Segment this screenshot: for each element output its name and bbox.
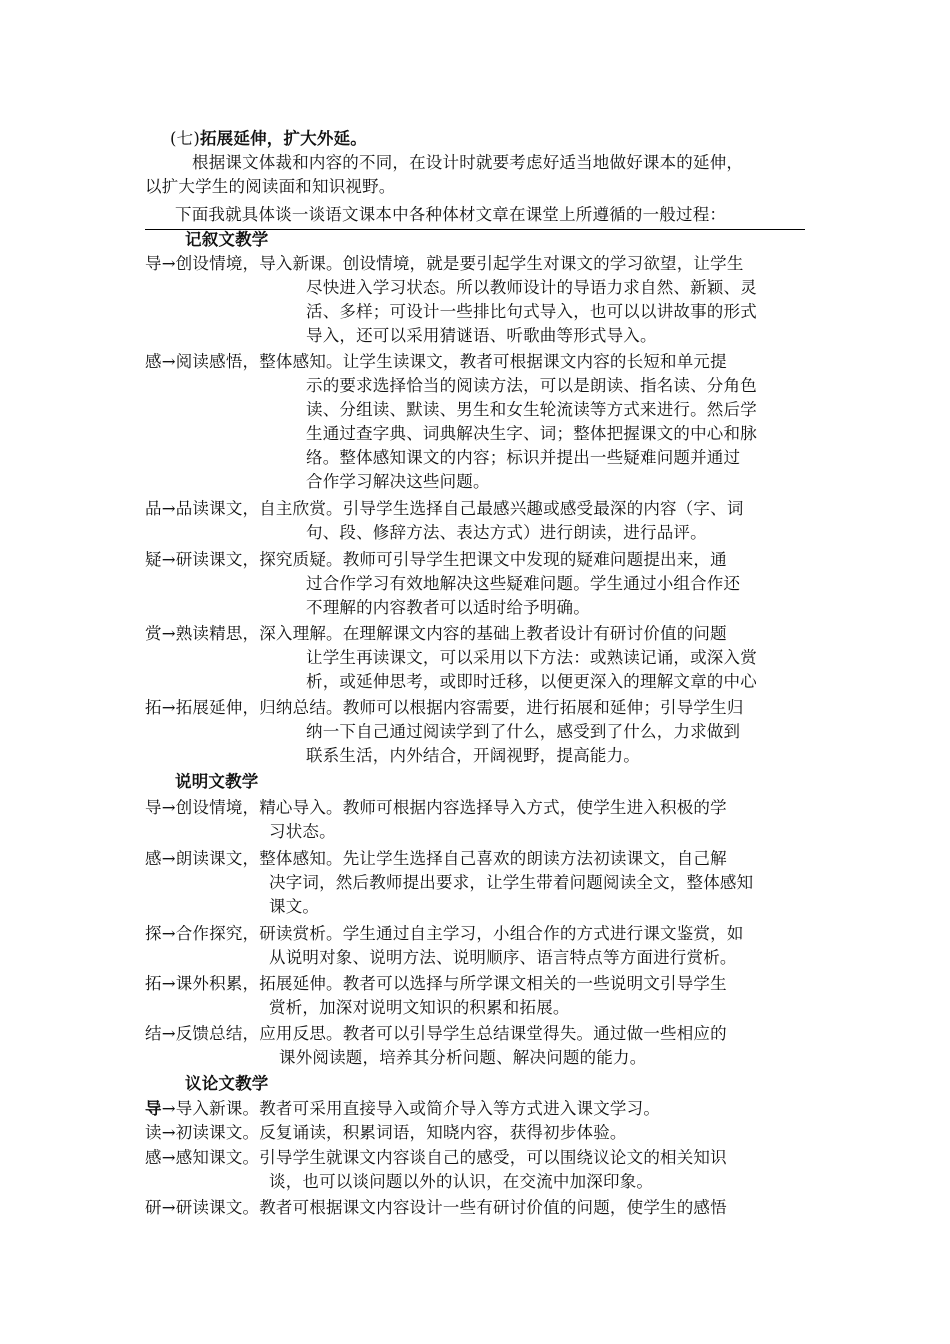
step-lead-char: 导 xyxy=(145,1099,162,1118)
step-line: 读→初读课文。反复诵读，积累词语，知晓内容，获得初步体验。 xyxy=(145,1123,627,1142)
step-line: 习状态。 xyxy=(269,822,336,841)
step-line: 析，或延伸思考，或即时迁移，以便更深入的理解文章的中心 xyxy=(306,672,757,691)
step-line: 决字词，然后教师提出要求，让学生带着问题阅读全文，整体感知 xyxy=(269,873,754,892)
step-line: 从说明对象、说明方法、说明顺序、语言特点等方面进行赏析。 xyxy=(269,948,737,967)
paragraph-line: 根据课文体裁和内容的不同，在设计时就要考虑好适当地做好课本的延伸， xyxy=(192,153,744,172)
step-line: 感→阅读感悟，整体感知。让学生读课文，教者可根据课文内容的长短和单元提 xyxy=(145,352,727,371)
step-line: 赏析，加深对说明文知识的积累和拓展。 xyxy=(269,998,570,1017)
step-line: 络。整体感知课文的内容；标识并提出一些疑难问题并通过 xyxy=(306,448,741,467)
section-heading-expository: 说明文教学 xyxy=(175,772,259,791)
step-line: 感→感知课文。引导学生就课文内容谈自己的感受，可以围绕议论文的相关知识 xyxy=(145,1148,727,1167)
step-line: 疑→研读课文，探究质疑。教师可引导学生把课文中发现的疑难问题提出来，通 xyxy=(145,550,727,569)
intro-line: 下面我就具体谈一谈语文课本中各种体材文章在课堂上所遵循的一般过程： xyxy=(175,205,727,224)
step-line: 研→研读课文。教者可根据课文内容设计一些有研讨价值的问题，使学生的感悟 xyxy=(145,1198,727,1217)
step-line: 品→品读课文，自主欣赏。引导学生选择自己最感兴趣或感受最深的内容（字、词 xyxy=(145,499,744,518)
step-line: 拓→拓展延伸，归纳总结。教师可以根据内容需要，进行拓展和延伸；引导学生归 xyxy=(145,698,744,717)
step-line: 纳一下自己通过阅读学到了什么，感受到了什么，力求做到 xyxy=(306,722,741,741)
step-line: 读、分组读、默读、男生和女生轮流读等方式来进行。然后学 xyxy=(306,400,757,419)
step-line: 导入，还可以采用猜谜语、听歌曲等形式导入。 xyxy=(306,326,657,345)
step-line: 示的要求选择恰当的阅读方法，可以是朗读、指名读、分角色 xyxy=(306,376,757,395)
step-line: 生通过查字典、词典解决生字、词；整体把握课文的中心和脉 xyxy=(306,424,757,443)
step-line: 让学生再读课文，可以采用以下方法：或熟读记诵，或深入赏 xyxy=(306,648,757,667)
step-line: 赏→熟读精思，深入理解。在理解课文内容的基础上教者设计有研讨价值的问题 xyxy=(145,624,727,643)
step-line: 联系生活，内外结合，开阔视野，提高能力。 xyxy=(306,746,640,765)
step-line: 尽快进入学习状态。所以教师设计的导语力求自然、新颖、灵 xyxy=(306,278,757,297)
section-seven-heading xyxy=(170,127,367,151)
step-line: 活、多样；可设计一些排比句式导入，也可以以讲故事的形式 xyxy=(306,302,757,321)
step-line: 过合作学习有效地解决这些疑难问题。学生通过小组合作还 xyxy=(306,574,741,593)
step-line: 结→反馈总结，应用反思。教者可以引导学生总结课堂得失。通过做一些相应的 xyxy=(145,1024,727,1043)
step-line: 句、段、修辞方法、表达方式）进行朗读，进行品评。 xyxy=(306,523,707,542)
step-line: 课外阅读题，培养其分析问题、解决问题的能力。 xyxy=(279,1048,647,1067)
section-heading-narrative: 记叙文教学 xyxy=(185,230,269,249)
step-line: 探→合作探究，研读赏析。学生通过自主学习，小组合作的方式进行课文鉴赏，如 xyxy=(145,924,744,943)
section-seven-prefix: (七) xyxy=(170,129,200,148)
step-line: 不理解的内容教者可以适时给予明确。 xyxy=(306,598,590,617)
step-line: 课文。 xyxy=(269,897,320,916)
step-line: 导→创设情境，导入新课。创设情境，就是要引起学生对课文的学习欲望，让学生 xyxy=(145,254,744,273)
step-text: →导入新课。教者可采用直接导入或简介导入等方式进入课文学习。 xyxy=(161,1099,661,1118)
step-line: 感→朗读课文，整体感知。先让学生选择自己喜欢的朗读方法初读课文，自己解 xyxy=(145,849,727,868)
step-line xyxy=(145,1097,660,1121)
step-line: 谈，也可以谈问题以外的认识，在交流中加深印象。 xyxy=(269,1172,654,1191)
step-line: 合作学习解决这些问题。 xyxy=(306,472,490,491)
section-seven-title: 拓展延伸，扩大外延。 xyxy=(199,129,367,148)
step-line: 导→创设情境，精心导入。教师可根据内容选择导入方式，使学生进入积极的学 xyxy=(145,798,727,817)
step-line: 拓→课外积累，拓展延伸。教者可以选择与所学课文相关的一些说明文引导学生 xyxy=(145,974,727,993)
paragraph-line: 以扩大学生的阅读面和知识视野。 xyxy=(145,177,396,196)
section-heading-argumentative: 议论文教学 xyxy=(185,1074,269,1093)
